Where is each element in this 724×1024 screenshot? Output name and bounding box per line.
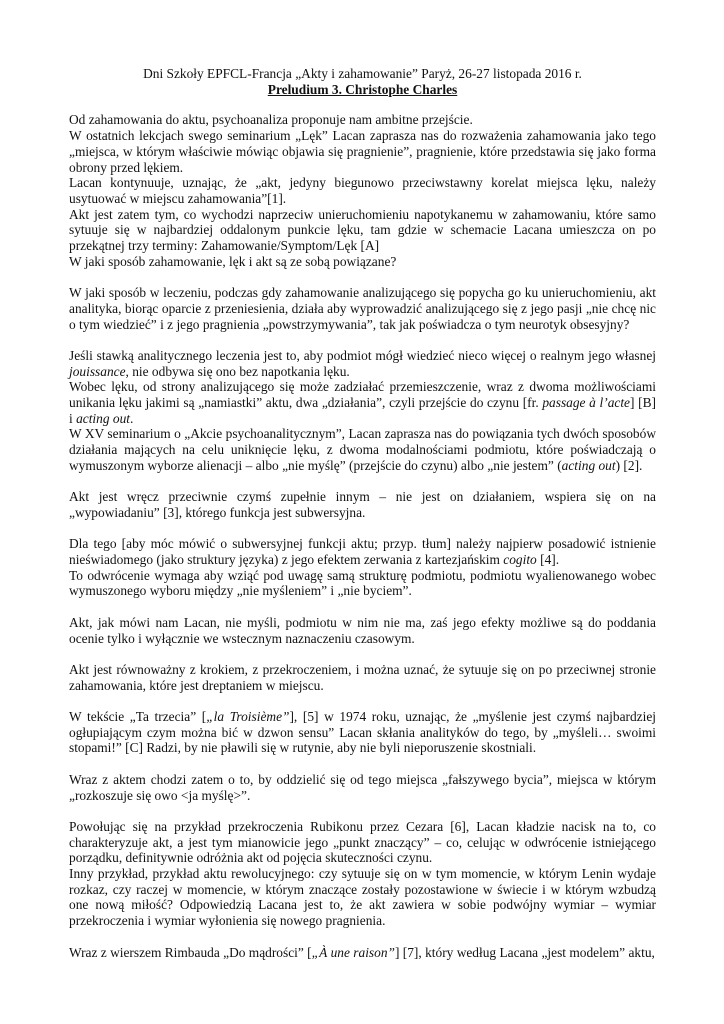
sentence: To odwrócenie wymaga aby wziąć pod uwagę samą strukturę podmiotu, podmiotu wyalienowanego wobec wymuszonego wyboru między „nie myśleniem” i „nie byciem”. [69,567,656,599]
paragraph-2 [69,285,656,332]
text-run: ], [5] w 1974 roku, uznając, że „myślenie jest czymś najbardziej ogłupiającym czym można bić w dzwon sensu” Lacan skłania analityków do tego, by „myśleli… swoimi stopami!” [C] Radzi, by nie pławili się w rutynie, aby nie byli nieporuszenie skostniali. [69,709,657,756]
sentence: Inny przykład, przykład aktu rewolucyjnego: czy sytuuje się on w tym momencie, w którym Lenin wydaje rozkaz, czy raczej w momencie, w którym znaczące zostały pozostawione w świecie i w którym wzbudzą one nową miłość? Odpowiedzią Lacana jest to, że akt zawiera w sobie podwójny wymiar – wymiar przekroczenia i wymiar wyłonienia się nowego pragnienia. [69,866,656,929]
text-run: Wraz z wierszem Rimbauda „Do mądrości” [ [69,944,312,960]
text-run: W XV seminarium o „Akcie psychoanalitycznym”, Lacan zaprasza nas do powiązania tych dwóch sposobów działania mających na celu uniknięcie lęku, z dwoma modalnościami podmiotu, które poświadczają o wymuszonym wyborze alienacji – albo „nie myślę” (przejście do czynu) albo „nie jestem” ( [69,426,656,473]
text-run: W tekście „Ta trzecia” [ [69,709,207,725]
text-run: Dla tego [aby móc mówić o subwersyjnej funkcji aktu; przyp. tłum] należy najpierw posadowić istnienie nieświadomego (jako struktury języka) z jego efektem zerwania z kartezjańskim [69,536,656,568]
italic-term: jouissance [69,363,126,379]
sentence: Akt jest zatem tym, co wychodzi naprzeciw unieruchomieniu napotykanemu w zahamowaniu, które samo sytuuje się w najbardziej oddalonym punkcie lęku, tam gdzie w schemacie Lacana umieszcza on po przekątnej trzy terminy: Zahamowanie/Symptom/Lęk [A] [69,206,656,254]
italic-term: passage à l’acte [542,395,630,411]
sentence: Od zahamowania do aktu, psychoanaliza proponuje nam ambitne przejście. [69,112,473,128]
text-run: , nie odbywa się ono bez napotkania lęku. [125,363,350,379]
italic-term: acting out [561,457,616,473]
text-run: ] [7], który według Lacana „jest modelem” aktu, [394,944,655,960]
text-run: . [130,410,134,426]
paragraph-1 [69,112,656,269]
prelude-title: Preludium 3. Christophe Charles [267,81,458,97]
paragraph-10 [69,819,656,929]
paragraph-8 [69,709,656,756]
document-body [69,112,656,960]
text-run: Wobec lęku, od strony analizującego się może zadziałać przemieszczenie, wraz z dwoma możliwościami unikania lęku jakimi są „namiastki” aktu, dwa „działania”, czyli przejście do czynu [fr. [69,379,656,411]
sentence: W jaki sposób zahamowanie, lęk i akt są ze sobą powiązane? [69,253,397,269]
text-run: [4]. [536,552,560,568]
italic-term: acting out [76,410,131,426]
paragraph-6 [69,615,656,646]
sentence: Akt jest wręcz przeciwnie czymś zupełnie innym – nie jest on działaniem, wspiera się on na „wypowiadaniu” [3], którego funkcja jest subwersyjna. [69,489,656,520]
text-run: Jeśli stawką analitycznego leczenia jest to, aby podmiot mógł wiedzieć nieco więcej o realnym jego własnej [69,347,656,363]
paragraph-5 [69,536,656,599]
italic-term: „À une raison” [311,944,395,960]
paragraph-9 [69,772,656,803]
sentence: W ostatnich lekcjach swego seminarium „Lęk” Lacan zaprasza nas do rozważenia zahamowania jako tego „miejsca, w którym właściwie mówiąc objawia się pragnienie”, pragnienie, które przedstawia się jako forma obrony przed lękiem. [69,128,656,175]
sentence: Akt jest równoważny z krokiem, z przekroczeniem, i można uznać, że sytuuje się on po przeciwnej stronie zahamowania, które jest dreptaniem w miejscu. [69,661,656,693]
sentence: Powołując się na przykład przekroczenia Rubikonu przez Cezara [6], Lacan kładzie nacisk na to, co charakteryzuje akt, a jest tym mianowicie jego „punkt znaczący” – co, celując w odwrócenie istniejącego porządku, definitywnie odróżnia akt od pojęcia skuteczności czynu. [69,818,656,866]
text-run: ] [B] i [69,395,656,426]
paragraph-4 [69,489,656,520]
italic-term: „la Troisième” [206,709,290,725]
sentence: W jaki sposób w leczeniu, podczas gdy zahamowanie analizującego się popycha go ku unieruchomieniu, akt analityka, biorąc oparcie z przeniesienia, działa aby wyprowadzić analizującego się z jego pasji „nie chcę nic o tym wiedzieć” i z jego pragnienia „powstrzymywania”, tak jak poświadcza o tym neurotyk obsesyjny? [69,285,656,332]
sentence: Wraz z aktem chodzi zatem o to, by oddzielić się od tego miejsca „fałszywego bycia”, miejsca w którym „rozkoszuje się owo <ja myślę>”. [69,771,656,803]
text-run: ) [2]. [615,457,643,473]
paragraph-11 [69,945,656,961]
paragraph-3 [69,348,656,474]
event-title: Dni Szkoły EPFCL-Francja „Akty i zahamowanie” Paryż, 26-27 listopada 2016 r. [143,66,582,81]
paragraph-7 [69,662,656,693]
sentence: Akt, jak mówi nam Lacan, nie myśli, podmiotu w nim nie ma, zaś jego efekty możliwe są do poddania ocenie tylko i wyłącznie we wstecznym naznaczeniu czasowym. [69,614,656,646]
sentence: Lacan kontynuuje, uznając, że „akt, jedyny biegunowo przeciwstawny korelat miejsca lęku, należy usytuować w miejscu zahamowania”[1]. [69,175,656,206]
document-header [69,66,656,97]
italic-term: cogito [503,552,537,568]
